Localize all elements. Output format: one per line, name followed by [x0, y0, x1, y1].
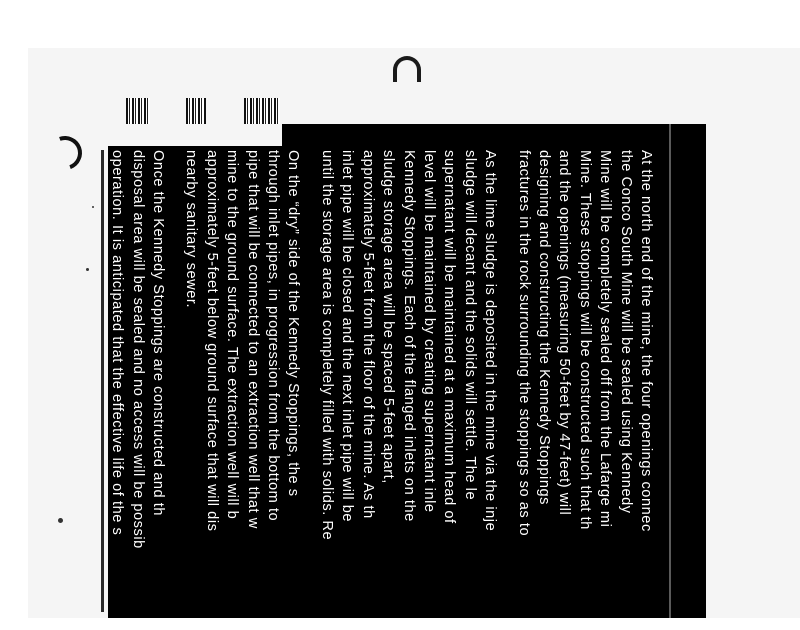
text-line: Kennedy Stoppings. Each of the flanged inlets on the	[400, 150, 417, 522]
text-line: Mine will be completely sealed off from the Lafarge mi	[597, 150, 614, 528]
text-line: sludge will decant and the solids will settle. The le	[461, 150, 478, 501]
scan-speck	[86, 268, 89, 271]
text-line: mine to the ground surface. The extraction well will b	[224, 150, 241, 520]
text-line: nearby sanitary sewer.	[183, 150, 200, 309]
text-line: Once the Kennedy Stoppings are constructed and th	[150, 150, 167, 517]
page-gutter-line	[669, 124, 671, 618]
scan-speck	[92, 206, 94, 208]
text-line: pipe that will be connected to an extraction well that w	[244, 150, 261, 529]
text-line: designing and constructing the Kennedy Stoppings	[535, 150, 552, 505]
text-line: and the openings (measuring 50-feet by 47-feet) will	[556, 150, 573, 516]
text-line: On the “dry” side of the Kennedy Stoppings, the s	[285, 150, 302, 497]
text-line: through inlet pipes, in progression from the bottom to	[265, 150, 282, 522]
text-line: inlet pipe will be closed and the next inlet pipe will be	[339, 150, 356, 523]
paragraph-4	[107, 150, 168, 630]
binder-hole-mark	[393, 56, 421, 82]
text-line: level will be maintained by creating supernatant inle	[420, 150, 437, 513]
paragraph-1	[513, 150, 656, 630]
paragraph-3	[181, 150, 303, 630]
text-line: sludge storage area will be spaced 5-feet apart,	[380, 150, 397, 484]
text-line: the Conco South Mine will be sealed using Kennedy	[617, 150, 634, 514]
document-body	[96, 150, 656, 630]
text-line: until the storage area is completely filled with solids. Re	[318, 150, 335, 541]
scan-speck	[58, 518, 63, 523]
text-line: disposal area will be sealed and no access will be possib	[129, 150, 146, 549]
text-line: fractures in the rock surrounding the stoppings so as to	[515, 150, 532, 537]
paragraph-2	[317, 150, 501, 630]
text-line: supernatant will be maintained at a maximum head of	[441, 150, 458, 524]
text-line: approximately 5-feet below ground surface that will dis	[203, 150, 220, 532]
text-line: At the north end of the mine, the four openings connec	[638, 150, 654, 532]
panel-notch	[108, 124, 282, 146]
text-line: As the lime sludge is deposited in the mine via the inje	[482, 150, 499, 532]
text-line: approximately 5-feet from the floor of the mine. As th	[359, 150, 376, 519]
text-line: operation. It is anticipated that the effective life of the s	[109, 150, 126, 536]
text-line: Mine. These stoppings will be constructed such that th	[576, 150, 593, 530]
